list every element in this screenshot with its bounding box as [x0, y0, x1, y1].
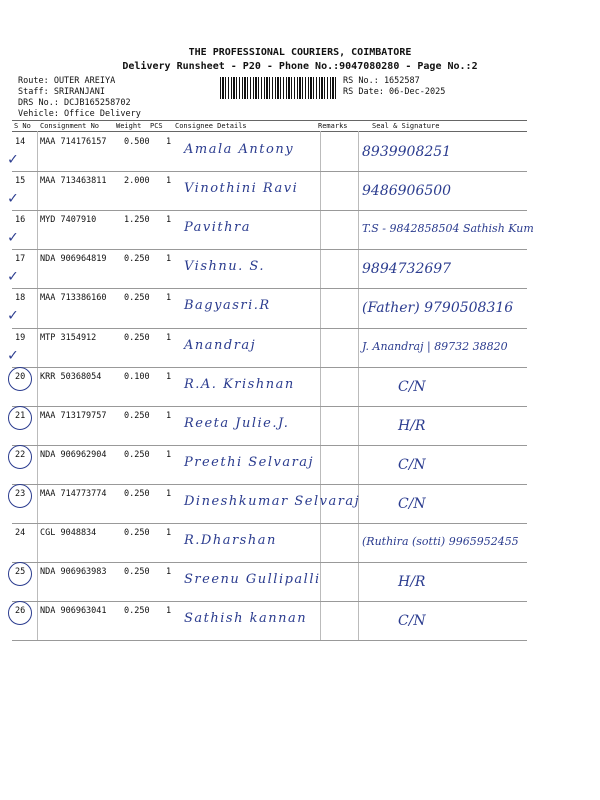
consignment-number: MYD 7407910	[40, 215, 97, 226]
serial-number: 25	[15, 567, 26, 578]
consignment-number: NDA 906962904	[40, 449, 107, 460]
consignment-number: MAA 713386160	[40, 293, 107, 304]
consignee-name: Pavithra	[184, 220, 251, 236]
row-divider	[12, 601, 527, 602]
tick-mark: ✓	[8, 149, 18, 168]
serial-number: 17	[15, 254, 26, 265]
circle-mark	[8, 367, 32, 391]
staff: Staff: SRIRANJANI	[18, 87, 105, 97]
row-divider	[12, 249, 527, 250]
signature: (Father) 9790508316	[362, 300, 514, 317]
row-divider	[12, 367, 527, 368]
consignee-name: Sathish kannan	[184, 611, 308, 627]
weight: 1.250	[124, 215, 150, 226]
signature: (Ruthira (sotti) 9965952455	[362, 535, 519, 548]
table-header-rule	[12, 131, 527, 132]
col-header-sno: S No	[14, 122, 31, 130]
weight: 0.250	[124, 332, 150, 343]
circle-mark	[8, 601, 32, 625]
weight: 0.250	[124, 488, 150, 499]
row-divider	[12, 445, 527, 446]
weight: 0.500	[124, 137, 150, 147]
col-header-weight: Weight	[116, 122, 142, 130]
col-header-consignment: Consignment No	[40, 122, 100, 130]
consignment-number: MAA 714773774	[40, 488, 107, 499]
document-title: THE PROFESSIONAL COURIERS, COIMBATORE	[188, 47, 412, 58]
row-divider	[12, 210, 527, 211]
row-divider	[12, 171, 527, 172]
consignee-name: R.A. Krishnan	[184, 376, 295, 392]
barcode	[220, 77, 338, 99]
pieces: 1	[166, 176, 172, 187]
consignment-number: CGL 9048834	[40, 528, 97, 538]
pieces: 1	[166, 332, 172, 343]
consignment-number: MTP 3154912	[40, 332, 97, 343]
pieces: 1	[166, 606, 172, 617]
circle-mark	[8, 445, 32, 469]
weight: 0.250	[124, 528, 150, 538]
pieces: 1	[166, 528, 172, 538]
pieces: 1	[166, 215, 172, 226]
serial-number: 21	[15, 410, 26, 421]
table-top-rule	[12, 120, 527, 121]
tick-mark: ✓	[8, 305, 18, 325]
pieces: 1	[166, 488, 172, 499]
pieces: 1	[166, 371, 172, 382]
consignee-name: Anandraj	[184, 337, 257, 353]
consignee-name: Reeta Julie.J.	[184, 415, 290, 431]
weight: 0.250	[124, 254, 150, 265]
signature: H/R	[398, 574, 426, 591]
pieces: 1	[166, 293, 172, 304]
weight: 0.100	[124, 371, 150, 382]
row-divider	[12, 328, 527, 329]
column-divider	[320, 131, 321, 640]
col-header-pcs: PCS	[150, 122, 163, 130]
column-divider	[358, 131, 359, 640]
serial-number: 23	[15, 488, 26, 499]
column-divider	[37, 131, 38, 640]
col-header-remarks: Remarks	[318, 122, 348, 130]
row-divider	[12, 640, 527, 641]
consignee-name: Sreenu Gullipalli	[184, 572, 321, 588]
weight: 0.250	[124, 567, 150, 578]
vehicle: Vehicle: Office Delivery	[18, 109, 141, 119]
consignee-name: Vinothini Ravi	[184, 181, 299, 197]
rs-number: RS No.: 1652587	[343, 76, 420, 86]
consignment-number: MAA 713463811	[40, 176, 107, 187]
serial-number: 15	[15, 176, 26, 187]
pieces: 1	[166, 567, 172, 578]
consignee-name: Amala Antony	[184, 142, 295, 157]
col-header-consignee: Consignee Details	[175, 122, 247, 130]
consignment-number: KRR 50368054	[40, 371, 102, 382]
weight: 0.250	[124, 449, 150, 460]
row-divider	[12, 288, 527, 289]
consignee-name: Preethi Selvaraj	[184, 454, 315, 470]
signature: C/N	[398, 613, 426, 630]
weight: 0.250	[124, 410, 150, 421]
weight: 2.000	[124, 176, 150, 187]
consignment-number: NDA 906963041	[40, 606, 107, 617]
serial-number: 18	[15, 293, 26, 304]
rs-date: RS Date: 06-Dec-2025	[343, 87, 446, 97]
weight: 0.250	[124, 606, 150, 617]
serial-number: 19	[15, 332, 26, 343]
consignee-name: Vishnu. S.	[184, 259, 265, 275]
circle-mark	[8, 406, 32, 430]
serial-number: 26	[15, 606, 26, 617]
consignment-number: MAA 714176157	[40, 137, 107, 147]
signature: C/N	[398, 495, 426, 512]
pieces: 1	[166, 449, 172, 460]
signature: H/R	[398, 417, 426, 434]
consignment-number: NDA 906963983	[40, 567, 107, 578]
signature: 9486906500	[362, 183, 452, 200]
pieces: 1	[166, 137, 172, 147]
tick-mark: ✓	[8, 227, 18, 247]
drs-number: DRS No.: DCJB165258702	[18, 98, 131, 108]
row-divider	[12, 523, 527, 524]
serial-number: 14	[15, 137, 26, 147]
row-divider	[12, 484, 527, 485]
tick-mark: ✓	[8, 188, 18, 208]
signature: C/N	[398, 378, 426, 395]
signature: 9894732697	[362, 261, 452, 278]
consignee-name: R.Dharshan	[184, 533, 277, 548]
signature: J. Anandraj | 89732 38820	[362, 339, 508, 353]
circle-mark	[8, 484, 32, 508]
consignee-name: Bagyasri.R	[184, 298, 271, 314]
serial-number: 24	[15, 528, 26, 538]
pieces: 1	[166, 254, 172, 265]
row-divider	[12, 406, 527, 407]
signature: C/N	[398, 456, 426, 473]
document-subtitle: Delivery Runsheet - P20 - Phone No.:9047080280 - Page No.:2	[122, 61, 478, 72]
weight: 0.250	[124, 293, 150, 304]
tick-mark: ✓	[8, 266, 18, 286]
route: Route: OUTER AREIYA	[18, 76, 116, 86]
consignment-number: MAA 713179757	[40, 410, 107, 421]
col-header-signature: Seal & Signature	[372, 122, 440, 130]
tick-mark: ✓	[8, 344, 18, 364]
consignee-name: Dineshkumar Selvaraj	[184, 493, 361, 509]
circle-mark	[8, 562, 32, 586]
serial-number: 20	[15, 371, 26, 382]
serial-number: 16	[15, 215, 26, 226]
pieces: 1	[166, 410, 172, 421]
row-divider	[12, 562, 527, 563]
signature: T.S - 9842858504 Sathish Kum	[362, 222, 534, 236]
signature: 8939908251	[362, 144, 452, 160]
consignment-number: NDA 906964819	[40, 254, 107, 265]
serial-number: 22	[15, 449, 26, 460]
